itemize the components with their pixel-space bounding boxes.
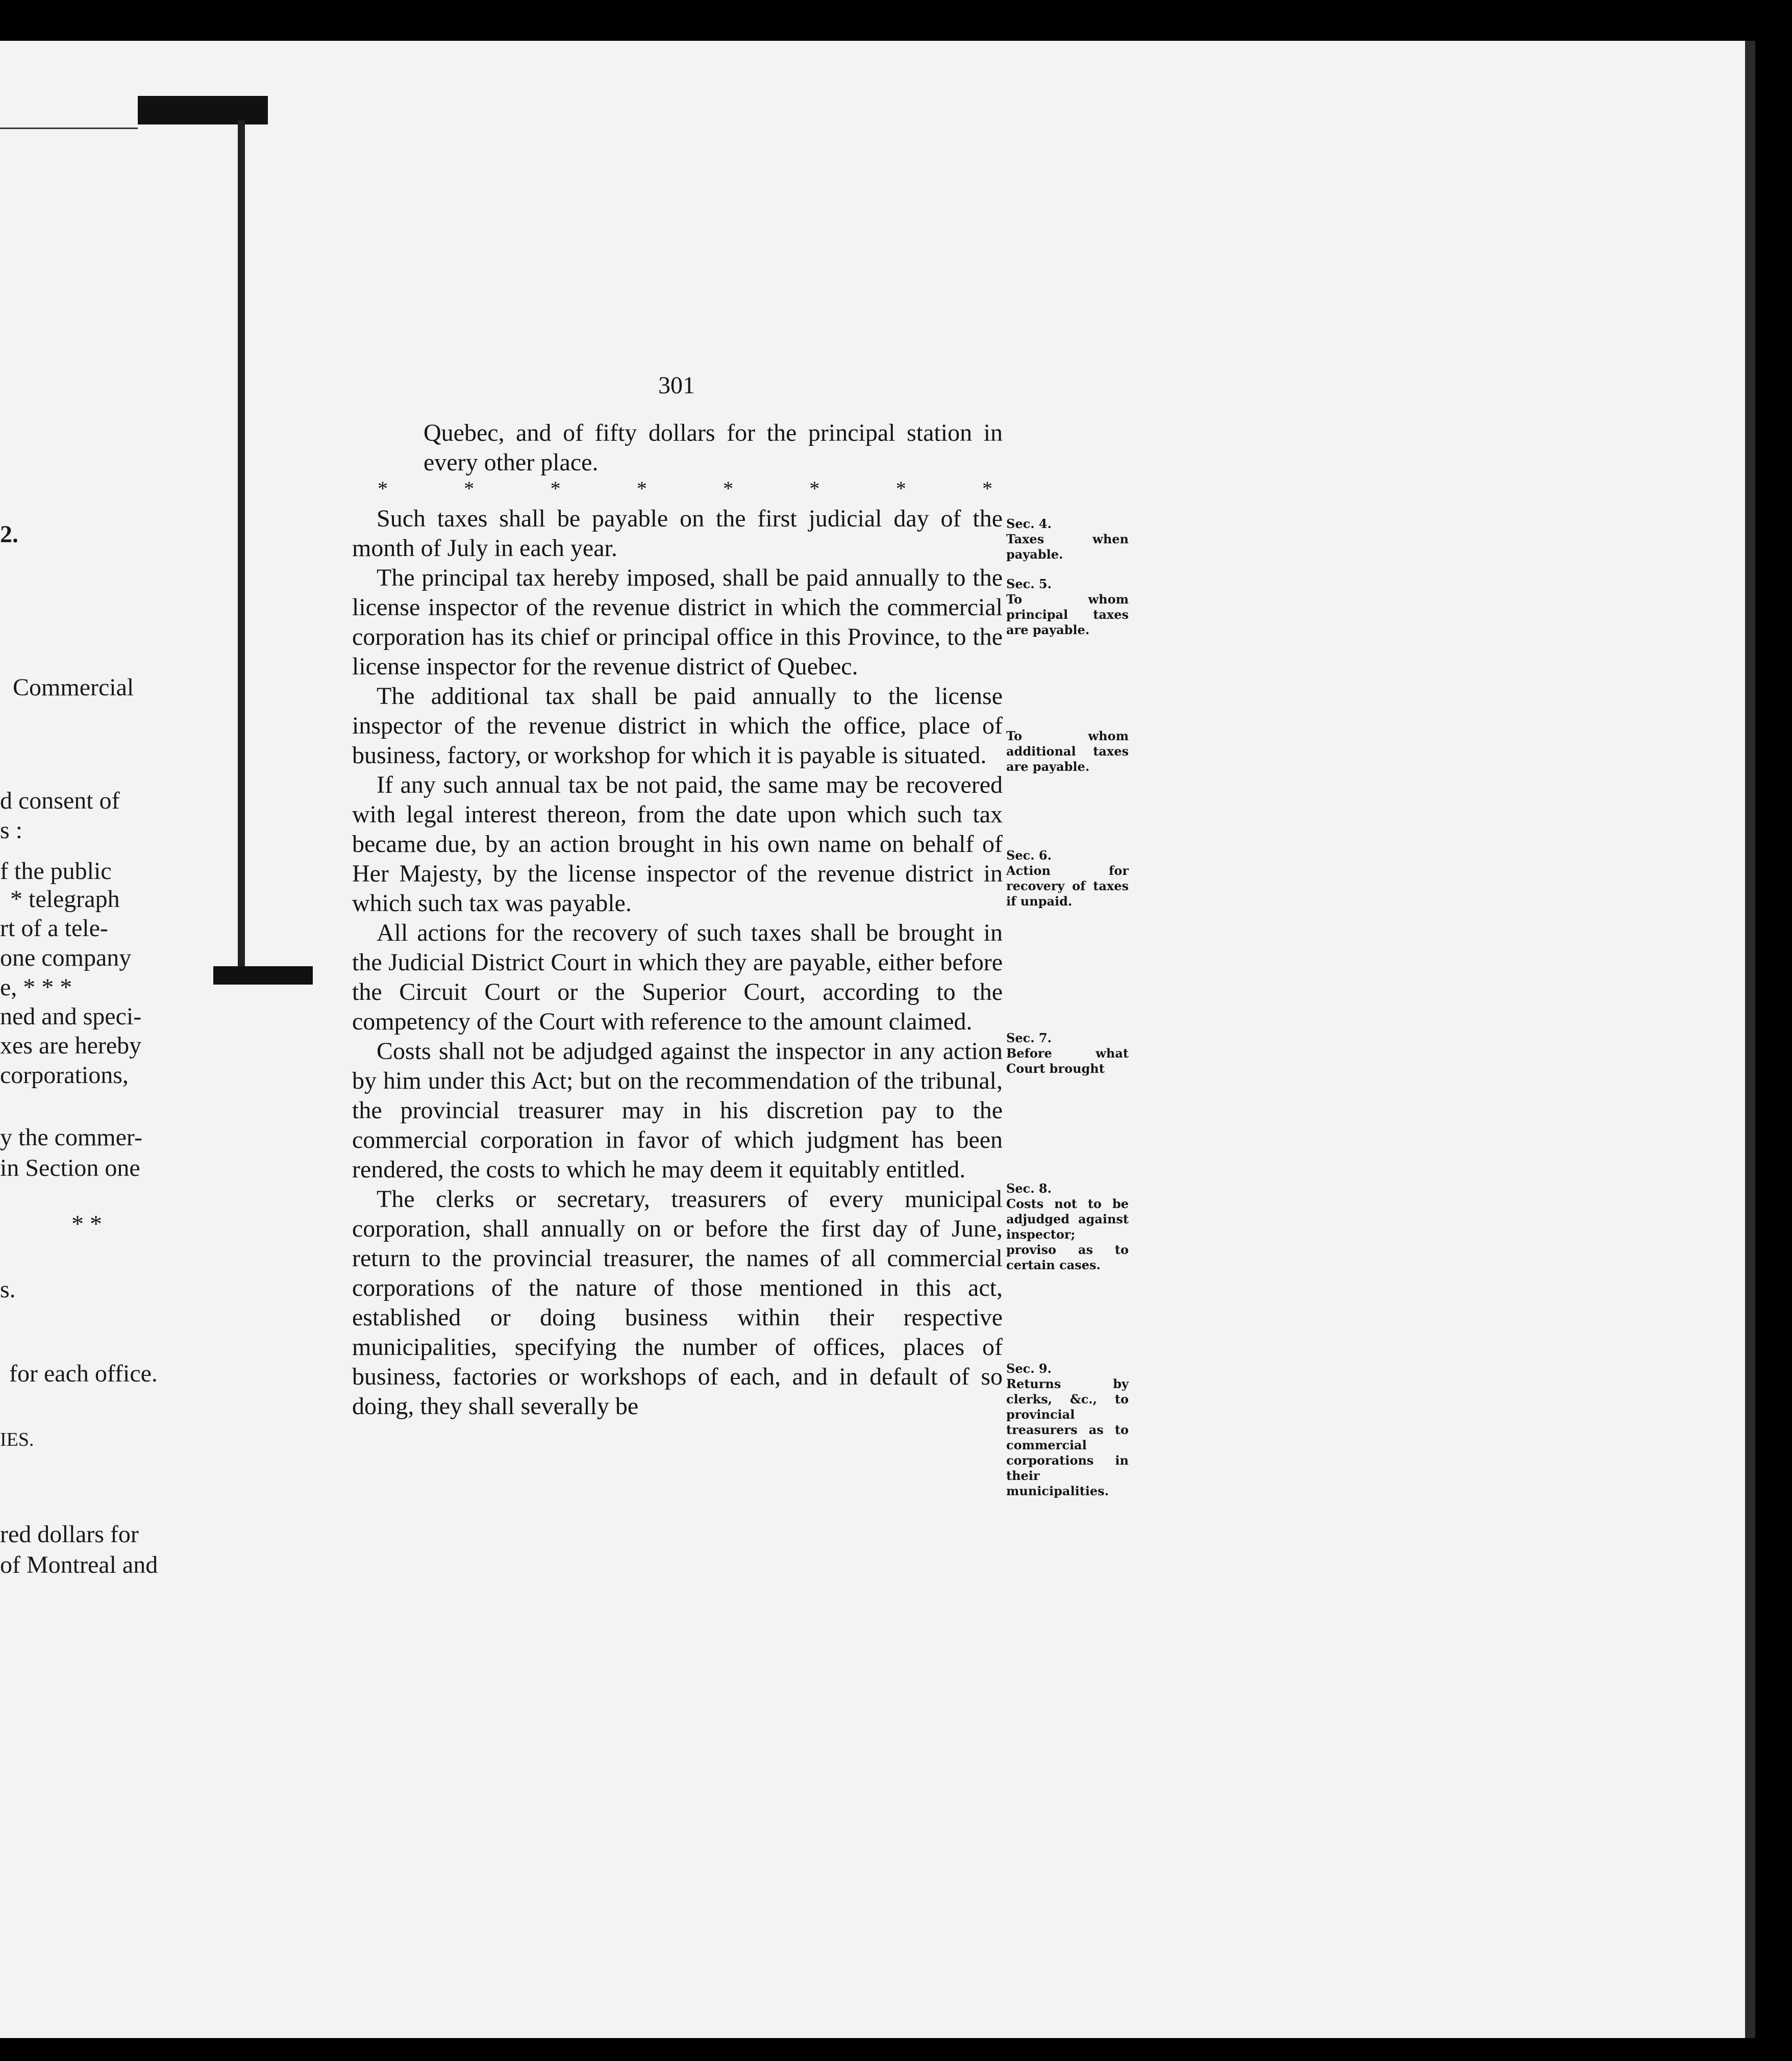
star: * <box>982 477 992 500</box>
binding-spine <box>238 120 245 972</box>
margin-note-section: Sec. 7. <box>1006 1030 1052 1045</box>
star: * <box>636 477 647 500</box>
margin-note <box>1006 516 1129 562</box>
section-6-paragraph: If any such annual tax be not paid, the same may be recovered with legal interest thereon, from the date upon which such tax became due, by an action brought in his own name on behalf of Her Majesty, by the license inspector of the revenue district in which such tax was payable. <box>352 771 1003 917</box>
margin-note-section: Sec. 8. <box>1006 1181 1052 1196</box>
margin-note <box>1006 1030 1129 1076</box>
margin-note-text: Action for recovery of taxes if unpaid. <box>1006 863 1129 909</box>
prev-fragment: y the commer- <box>0 1124 142 1151</box>
section-9-paragraph: The clerks or secretary, treasurers of every municipal corporation, shall annually on or before the first day of June, return to the provincial treasurer, the names of all commercial corporations of the nature of those mentioned in this act, established or doing business within their respective municipalities, specifying the number of offices, places of business, factories or workshops of each, and in default of so doing, they shall severally be <box>352 1186 1003 1420</box>
omission-stars <box>352 479 1003 499</box>
margin-note <box>1006 848 1129 909</box>
prev-fragment: corporations, <box>0 1062 129 1089</box>
previous-page-rule <box>0 128 138 129</box>
margin-note-text: Before what Court brought <box>1006 1046 1129 1076</box>
star: * <box>723 477 734 500</box>
binding-bar-top <box>138 96 268 124</box>
continuation-paragraph: Quebec, and of fifty dollars for the principal station in every other place. <box>424 419 1003 476</box>
prev-fragment: of Montreal and <box>0 1551 158 1578</box>
section-8-paragraph: Costs shall not be adjudged against the inspector in any action by him under this Act; but on the recommendation of the tribunal, the provincial treasurer may in his discretion pay to the commercial corporation in favor of which judgment has been rendered, the costs to which he may deem it equitably entitled. <box>352 1038 1003 1183</box>
prev-fragment: IES. <box>0 1429 34 1450</box>
prev-fragment: ned and speci- <box>0 1003 142 1030</box>
margin-note <box>1006 728 1129 774</box>
margin-note <box>1006 1181 1129 1273</box>
star: * <box>809 477 820 500</box>
prev-fragment: 2. <box>0 521 18 548</box>
margin-note-text: Costs not to be adjudged against inspector; proviso as to certain cases. <box>1006 1196 1129 1272</box>
margin-note-section: Sec. 9. <box>1006 1361 1052 1376</box>
prev-fragment: * telegraph <box>10 886 120 913</box>
prev-fragment: rt of a tele- <box>0 915 108 942</box>
margin-note <box>1006 1361 1129 1499</box>
page-fold-shadow <box>1745 41 1755 2038</box>
margin-note-text: Returns by clerks, &c., to provincial treasurers as to commercial corporations in their municipalities. <box>1006 1376 1129 1498</box>
prev-fragment: e, * * * <box>0 974 72 1001</box>
margin-note-text: Taxes when payable. <box>1006 532 1129 562</box>
star: * <box>464 477 475 500</box>
prev-fragment: f the public <box>0 858 112 885</box>
margin-note-text: To whom additional taxes are payable. <box>1006 728 1129 774</box>
margin-note-section: Sec. 5. <box>1006 576 1052 591</box>
section-7-paragraph: All actions for the recovery of such taxes shall be brought in the Judicial District Court in which they are payable, either before the Circuit Court or the Superior Court, according to the competency of the Court with reference to the amount claimed. <box>352 919 1003 1035</box>
prev-fragment: red dollars for <box>0 1521 139 1548</box>
prev-fragment: xes are hereby <box>0 1032 142 1059</box>
prev-fragment: d consent of <box>0 787 120 814</box>
prev-fragment: Commercial <box>13 674 134 701</box>
margin-note-section: Sec. 6. <box>1006 848 1052 863</box>
prev-fragment: * * <box>71 1211 102 1238</box>
star: * <box>550 477 561 500</box>
prev-fragment: s : <box>0 817 23 844</box>
prev-fragment: s. <box>0 1276 16 1303</box>
section-5-additional-paragraph: The additional tax shall be paid annually to the license inspector of the revenue district in which the office, place of business, factory, or workshop for which it is payable is situated. <box>352 683 1003 769</box>
page-number: 301 <box>658 372 695 399</box>
prev-fragment: one company <box>0 944 132 971</box>
star: * <box>895 477 906 500</box>
margin-note <box>1006 576 1129 638</box>
margin-note-text: To whom principal taxes are payable. <box>1006 592 1129 637</box>
section-4-paragraph: Such taxes shall be payable on the first judicial day of the month of July in each year. <box>352 505 1003 562</box>
binding-bar-bottom <box>213 966 313 985</box>
section-5-paragraph: The principal tax hereby imposed, shall be paid annually to the license inspector of the revenue district in which the commercial corporation has its chief or principal office in this Province, to the license inspector for the revenue district of Quebec. <box>352 564 1003 680</box>
star: * <box>378 477 388 500</box>
margin-note-section: Sec. 4. <box>1006 516 1052 531</box>
prev-fragment: for each office. <box>9 1360 158 1387</box>
body-text <box>352 418 1003 1421</box>
prev-fragment: in Section one <box>0 1154 140 1182</box>
